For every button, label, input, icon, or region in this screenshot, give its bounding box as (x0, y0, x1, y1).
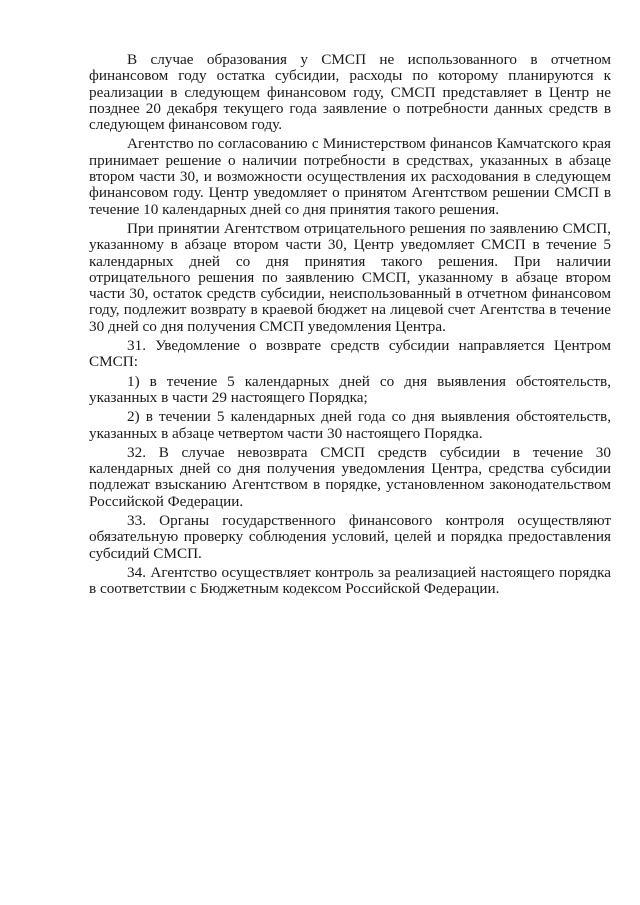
paragraph-carryover-remainder: В случае образования у СМСП не использованного в отчетном финансовом году остатка субсидии, расходы по которому планируются к реализации в следующем финансовом году, СМСП представляет в Центр не позднее 20 декабря текущего года заявление о потребности данных средств в следующем финансовом году. (89, 51, 611, 134)
paragraph-item-31-sub-1: 1) в течение 5 календарных дней со дня выявления обстоятельств, указанных в части 29 настоящего Порядка; (89, 372, 611, 406)
paragraph-item-31: 31. Уведомление о возврате средств субсидии направляется Центром СМСП: (89, 337, 611, 371)
paragraph-item-32: 32. В случае невозврата СМСП средств субсидии в течение 30 календарных дней со дня получения уведомления Центра, средства субсидии подлежат взысканию Агентством в порядке, установленном законодательством Российской Федерации. (89, 443, 611, 510)
paragraph-item-31-sub-2: 2) в течении 5 календарных дней года со дня выявления обстоятельств, указанных в абзаце четвертом части 30 настоящего Порядка. (89, 408, 611, 442)
paragraph-agency-decision: Агентство по согласованию с Министерством финансов Камчатского края принимает решение о наличии потребности в средствах, указанных в абзаце втором части 30, и возможности осуществления их расходования в следующем финансовом году. Центр уведомляет о принятом Агентством решении СМСП в течение 10 календарных дней со дня принятия такого решения. (89, 135, 611, 218)
paragraph-item-34: 34. Агентство осуществляет контроль за реализацией настоящего порядка в соответствии с Бюджетным кодексом Российской Федерации. (89, 563, 611, 598)
paragraph-negative-decision: При принятии Агентством отрицательного решения по заявлению СМСП, указанному в абзаце втором части 30, Центр уведомляет СМСП в течение 5 календарных дней со дня принятия такого решения. При наличии отрицательного решения по заявлению СМСП, указанному в абзаце втором части 30, остаток средств субсидии, неиспользованный в отчетном финансовом году, подлежит возврату в краевой бюджет на лицевой счет Агентства в течение 30 дней со дня получения СМСП уведомления Центра. (89, 219, 611, 335)
document-body (89, 52, 611, 598)
paragraph-item-33: 33. Органы государственного финансового контроля осуществляют обязательную проверку соблюдения условий, целей и порядка предоставления субсидий СМСП. (89, 512, 611, 562)
